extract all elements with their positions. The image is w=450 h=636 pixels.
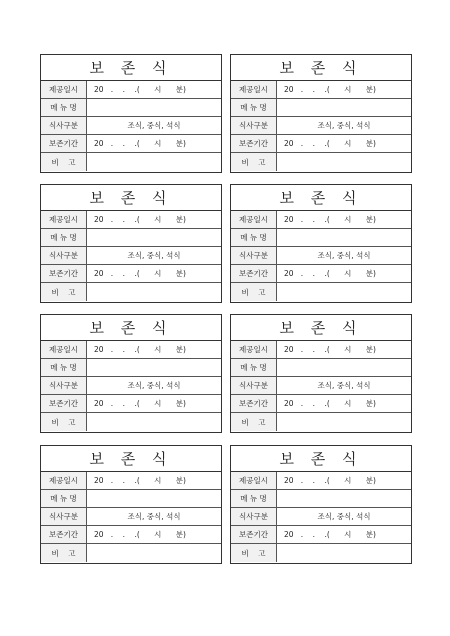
card-title: 보 존 식 [231, 185, 411, 211]
field-label: 제공일시 [41, 472, 87, 489]
preservation-label-card [40, 445, 222, 564]
field-label: 보존기간 [41, 395, 87, 412]
field-label: 비 고 [231, 283, 277, 301]
preservation-label-card [230, 54, 412, 173]
serving-datetime-field[interactable]: 20 . . .( 시 분) [284, 345, 376, 354]
field-label: 보존기간 [41, 265, 87, 282]
meal-type-field[interactable]: 조식, 중식, 석식 [317, 381, 371, 390]
preservation-label-card [40, 184, 222, 303]
remarks-field[interactable] [277, 153, 411, 171]
menu-name-field[interactable] [87, 229, 221, 246]
field-label: 식사구분 [231, 377, 277, 394]
row-remarks [41, 413, 221, 431]
field-label: 제공일시 [41, 211, 87, 228]
row-remarks [41, 544, 221, 562]
field-label: 식사구분 [41, 377, 87, 394]
field-label: 메 뉴 명 [231, 359, 277, 376]
field-label: 식사구분 [231, 247, 277, 264]
field-label: 메 뉴 명 [231, 99, 277, 116]
storage-period-field[interactable]: 20 . . .( 시 분) [284, 269, 376, 278]
row-remarks [231, 544, 411, 562]
menu-name-field[interactable] [277, 490, 411, 507]
card-title: 보 존 식 [41, 55, 221, 81]
row-remarks [231, 413, 411, 431]
row-meal-type [231, 117, 411, 135]
field-label: 메 뉴 명 [41, 229, 87, 246]
field-label: 보존기간 [231, 526, 277, 543]
meal-type-field[interactable]: 조식, 중식, 석식 [127, 121, 181, 130]
row-storage-period [231, 395, 411, 413]
field-label: 보존기간 [231, 265, 277, 282]
field-label: 비 고 [41, 413, 87, 431]
serving-datetime-field[interactable]: 20 . . .( 시 분) [94, 215, 186, 224]
remarks-field[interactable] [87, 283, 221, 301]
field-label: 비 고 [41, 153, 87, 171]
storage-period-field[interactable]: 20 . . .( 시 분) [284, 530, 376, 539]
serving-datetime-field[interactable]: 20 . . .( 시 분) [94, 345, 186, 354]
row-menu-name [41, 359, 221, 377]
preservation-label-card [230, 445, 412, 564]
row-serving-datetime [41, 81, 221, 99]
menu-name-field[interactable] [87, 359, 221, 376]
row-storage-period [41, 395, 221, 413]
serving-datetime-field[interactable]: 20 . . .( 시 분) [94, 476, 186, 485]
remarks-field[interactable] [87, 413, 221, 431]
row-meal-type [41, 377, 221, 395]
menu-name-field[interactable] [87, 99, 221, 116]
row-menu-name [231, 99, 411, 117]
row-remarks [231, 283, 411, 301]
field-label: 메 뉴 명 [231, 229, 277, 246]
card-title: 보 존 식 [231, 55, 411, 81]
field-label: 메 뉴 명 [41, 359, 87, 376]
field-label: 제공일시 [231, 472, 277, 489]
row-serving-datetime [231, 81, 411, 99]
card-title: 보 존 식 [231, 315, 411, 341]
field-label: 제공일시 [231, 81, 277, 98]
storage-period-field[interactable]: 20 . . .( 시 분) [284, 399, 376, 408]
field-label: 제공일시 [231, 211, 277, 228]
field-label: 메 뉴 명 [231, 490, 277, 507]
meal-type-field[interactable]: 조식, 중식, 석식 [317, 512, 371, 521]
preservation-label-card [40, 314, 222, 433]
meal-type-field[interactable]: 조식, 중식, 석식 [127, 381, 181, 390]
row-storage-period [41, 265, 221, 283]
row-meal-type [41, 117, 221, 135]
row-menu-name [41, 99, 221, 117]
storage-period-field[interactable]: 20 . . .( 시 분) [284, 139, 376, 148]
card-title: 보 존 식 [231, 446, 411, 472]
meal-type-field[interactable]: 조식, 중식, 석식 [127, 512, 181, 521]
row-meal-type [231, 508, 411, 526]
remarks-field[interactable] [87, 153, 221, 171]
row-storage-period [231, 135, 411, 153]
field-label: 식사구분 [41, 117, 87, 134]
field-label: 제공일시 [41, 341, 87, 358]
preservation-label-card [40, 54, 222, 173]
remarks-field[interactable] [87, 544, 221, 562]
serving-datetime-field[interactable]: 20 . . .( 시 분) [284, 85, 376, 94]
card-title: 보 존 식 [41, 315, 221, 341]
row-remarks [41, 153, 221, 171]
row-serving-datetime [231, 341, 411, 359]
field-label: 제공일시 [231, 341, 277, 358]
field-label: 메 뉴 명 [41, 490, 87, 507]
field-label: 비 고 [231, 413, 277, 431]
row-meal-type [231, 377, 411, 395]
field-label: 메 뉴 명 [41, 99, 87, 116]
remarks-field[interactable] [277, 413, 411, 431]
row-menu-name [231, 229, 411, 247]
meal-type-field[interactable]: 조식, 중식, 석식 [127, 251, 181, 260]
row-serving-datetime [231, 211, 411, 229]
row-serving-datetime [41, 211, 221, 229]
serving-datetime-field[interactable]: 20 . . .( 시 분) [284, 476, 376, 485]
row-menu-name [231, 490, 411, 508]
menu-name-field[interactable] [277, 229, 411, 246]
row-serving-datetime [41, 472, 221, 490]
storage-period-field[interactable]: 20 . . .( 시 분) [94, 139, 186, 148]
remarks-field[interactable] [277, 283, 411, 301]
row-storage-period [231, 265, 411, 283]
meal-type-field[interactable]: 조식, 중식, 석식 [317, 121, 371, 130]
row-storage-period [41, 135, 221, 153]
preservation-label-card [230, 184, 412, 303]
field-label: 비 고 [231, 153, 277, 171]
row-meal-type [231, 247, 411, 265]
field-label: 보존기간 [231, 135, 277, 152]
preservation-label-card [230, 314, 412, 433]
storage-period-field[interactable]: 20 . . .( 시 분) [94, 269, 186, 278]
remarks-field[interactable] [277, 544, 411, 562]
field-label: 제공일시 [41, 81, 87, 98]
menu-name-field[interactable] [277, 99, 411, 116]
serving-datetime-field[interactable]: 20 . . .( 시 분) [94, 85, 186, 94]
row-serving-datetime [231, 472, 411, 490]
field-label: 식사구분 [231, 508, 277, 525]
row-menu-name [231, 359, 411, 377]
field-label: 식사구분 [41, 508, 87, 525]
menu-name-field[interactable] [277, 359, 411, 376]
row-storage-period [231, 526, 411, 544]
menu-name-field[interactable] [87, 490, 221, 507]
storage-period-field[interactable]: 20 . . .( 시 분) [94, 399, 186, 408]
row-meal-type [41, 247, 221, 265]
field-label: 비 고 [41, 544, 87, 562]
card-title: 보 존 식 [41, 185, 221, 211]
field-label: 식사구분 [41, 247, 87, 264]
card-title: 보 존 식 [41, 446, 221, 472]
field-label: 비 고 [231, 544, 277, 562]
field-label: 보존기간 [41, 526, 87, 543]
row-meal-type [41, 508, 221, 526]
field-label: 보존기간 [41, 135, 87, 152]
field-label: 식사구분 [231, 117, 277, 134]
serving-datetime-field[interactable]: 20 . . .( 시 분) [284, 215, 376, 224]
row-serving-datetime [41, 341, 221, 359]
row-remarks [231, 153, 411, 171]
storage-period-field[interactable]: 20 . . .( 시 분) [94, 530, 186, 539]
field-label: 보존기간 [231, 395, 277, 412]
row-remarks [41, 283, 221, 301]
field-label: 비 고 [41, 283, 87, 301]
meal-type-field[interactable]: 조식, 중식, 석식 [317, 251, 371, 260]
row-menu-name [41, 490, 221, 508]
row-menu-name [41, 229, 221, 247]
row-storage-period [41, 526, 221, 544]
